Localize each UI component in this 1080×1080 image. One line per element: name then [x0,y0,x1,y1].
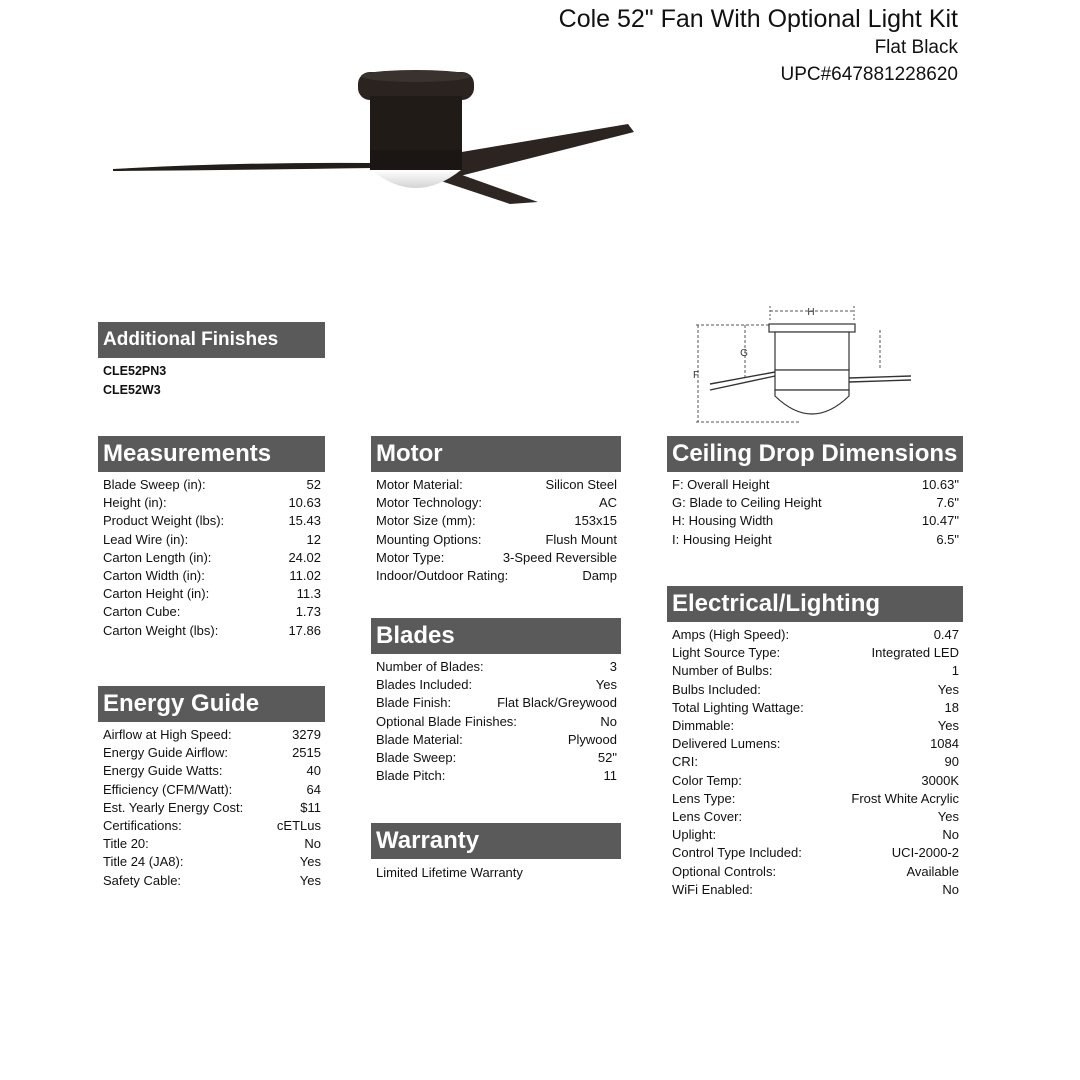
measurements-heading: Measurements [98,436,325,472]
spec-row [103,744,321,762]
spec-row [376,749,617,767]
spec-label: Title 20: [103,836,149,852]
spec-value: 153x15 [574,513,617,529]
spec-list [667,626,963,899]
spec-row [103,549,321,567]
additional-finishes-heading: Additional Finishes [98,322,325,358]
spec-label: Height (in): [103,495,167,511]
spec-list [371,476,621,585]
spec-label: Optional Blade Finishes: [376,713,517,729]
finish-item: CLE52W3 [103,382,161,397]
spec-label: Certifications: [103,818,182,834]
spec-label: Lens Type: [672,790,736,806]
spec-value: No [600,713,617,729]
spec-row [103,567,321,585]
spec-value: Yes [937,809,959,825]
spec-value: 10.63 [288,495,321,511]
spec-row [103,799,321,817]
spec-label: Carton Cube: [103,604,181,620]
spec-label: Number of Bulbs: [672,663,773,679]
spec-label: Blade Pitch: [376,768,446,784]
spec-row [672,644,959,662]
spec-value: Yes [299,872,321,888]
spec-row [103,726,321,744]
spec-row [672,512,959,530]
energy-guide-heading: Energy Guide [98,686,325,722]
ceiling-drop-heading: Ceiling Drop Dimensions [667,436,963,472]
spec-value: 1 [951,663,959,679]
spec-value: 24.02 [288,549,321,565]
spec-value: 0.47 [933,627,959,642]
spec-value: 12 [306,531,321,547]
diagram-label-f: F [692,370,700,381]
spec-value: Flush Mount [545,531,617,547]
spec-value: AC [598,495,617,511]
spec-row [672,826,959,844]
spec-label: Mounting Options: [376,531,482,547]
motor-heading: Motor [371,436,621,472]
spec-value: Integrated LED [871,645,959,661]
motor-section [371,436,621,585]
spec-label: WiFi Enabled: [672,881,753,897]
spec-label: Motor Technology: [376,495,482,511]
spec-label: Efficiency (CFM/Watt): [103,781,233,797]
spec-row [376,676,617,694]
additional-finishes-section [98,322,325,399]
spec-label: Number of Blades: [376,659,484,674]
spec-label: Blade Sweep: [376,750,457,766]
electrical-lighting-section [667,586,963,899]
electrical-lighting-heading: Electrical/Lighting [667,586,963,622]
spec-value: 52" [597,750,617,766]
warranty-section [371,823,621,882]
spec-row [672,753,959,771]
spec-value: UCI-2000-2 [891,845,959,861]
spec-label: I: Housing Height [672,531,772,547]
spec-row [376,549,617,567]
spec-label: H: Housing Width [672,513,774,529]
blades-heading: Blades [371,618,621,654]
spec-label: Lens Cover: [672,809,743,825]
spec-label: Carton Weight (lbs): [103,622,219,638]
spec-label: Safety Cable: [103,872,182,888]
spec-value: 6.5" [936,531,959,547]
spec-row [376,494,617,512]
spec-value: 3-Speed Reversible [502,549,617,565]
spec-label: Carton Width (in): [103,568,205,584]
spec-value: Silicon Steel [545,477,617,492]
spec-row [103,512,321,530]
spec-value: 1.73 [295,604,321,620]
spec-value: $11 [300,799,321,815]
warranty-text: Limited Lifetime Warranty [376,865,523,880]
spec-value: Yes [937,718,959,734]
spec-row [672,699,959,717]
spec-row [376,567,617,585]
spec-value: Yes [595,677,617,693]
spec-value: Yes [299,854,321,870]
diagram-label-g: G [740,348,748,359]
spec-list [98,726,325,890]
measurements-section [98,436,325,640]
spec-row [376,767,617,785]
spec-row [672,476,959,494]
spec-value: 11.02 [289,568,321,584]
spec-label: F: Overall Height [672,477,770,492]
spec-label: G: Blade to Ceiling Height [672,495,822,511]
spec-row [376,731,617,749]
spec-value: 11 [603,768,617,784]
spec-label: Indoor/Outdoor Rating: [376,568,509,584]
spec-label: Control Type Included: [672,845,802,861]
spec-list [371,658,621,785]
spec-label: Motor Size (mm): [376,513,476,529]
spec-row [672,531,959,549]
spec-value: No [942,881,959,897]
spec-label: Motor Material: [376,477,463,492]
spec-value: Plywood [567,731,617,747]
spec-label: Amps (High Speed): [672,627,790,642]
spec-row [672,494,959,512]
spec-label: Airflow at High Speed: [103,727,232,742]
finish-item: CLE52PN3 [103,364,167,378]
spec-label: CRI: [672,754,698,770]
spec-value: 11.3 [296,586,321,602]
spec-value: 1084 [930,736,959,752]
spec-row [103,872,321,890]
spec-row [672,790,959,808]
spec-label: Est. Yearly Energy Cost: [103,799,244,815]
product-title: Cole 52" Fan With Optional Light Kit [558,5,958,33]
spec-label: Bulbs Included: [672,681,761,697]
spec-value: Yes [937,681,959,697]
spec-value: No [942,827,959,843]
spec-row [103,585,321,603]
spec-row [103,603,321,621]
spec-label: Color Temp: [672,772,742,788]
spec-label: Optional Controls: [672,863,777,879]
spec-list [98,476,325,640]
spec-row [672,662,959,680]
spec-row [376,512,617,530]
spec-value: 7.6" [936,495,959,511]
spec-label: Dimmable: [672,718,735,734]
spec-row [103,853,321,871]
spec-row [376,658,617,676]
spec-row [672,735,959,753]
spec-value: Available [906,863,959,879]
product-finish: Flat Black [874,37,958,58]
spec-label: Blade Material: [376,731,463,747]
diagram-label-h: H [807,307,815,318]
spec-label: Motor Type: [376,549,445,565]
spec-label: Product Weight (lbs): [103,513,225,529]
spec-row [376,713,617,731]
spec-row [103,781,321,799]
spec-value: 3279 [292,727,321,742]
spec-value: 17.86 [288,622,321,638]
spec-label: Blades Included: [376,677,473,693]
warranty-heading: Warranty [371,823,621,859]
spec-label: Light Source Type: [672,645,781,661]
spec-row [672,772,959,790]
spec-value: 3000K [921,772,959,788]
spec-row [103,817,321,835]
fan-product-image [108,66,640,216]
spec-label: Lead Wire (in): [103,531,189,547]
spec-value: Damp [582,568,617,584]
spec-row [672,863,959,881]
spec-value: Flat Black/Greywood [497,695,617,711]
spec-value: 40 [306,763,321,779]
spec-row [376,694,617,712]
spec-row [672,844,959,862]
spec-row [672,717,959,735]
spec-value: 2515 [292,745,321,761]
spec-row [672,808,959,826]
spec-label: Energy Guide Watts: [103,763,223,779]
energy-guide-section [98,686,325,890]
spec-label: Delivered Lumens: [672,736,781,752]
spec-list [667,476,963,549]
spec-label: Total Lighting Wattage: [672,699,804,715]
spec-value: No [304,836,321,852]
spec-label: Title 24 (JA8): [103,854,184,870]
spec-row [376,531,617,549]
spec-label: Blade Finish: [376,695,452,711]
spec-label: Carton Height (in): [103,586,210,602]
spec-row [376,476,617,494]
dimension-diagram [690,300,915,428]
spec-row [103,476,321,494]
spec-value: 52 [306,477,321,492]
spec-row [103,531,321,549]
spec-value: 15.43 [288,513,321,529]
spec-value: 3 [609,659,617,674]
spec-label: Uplight: [672,827,717,843]
spec-row [103,835,321,853]
spec-row [672,881,959,899]
spec-value: 90 [944,754,959,770]
spec-row [103,494,321,512]
spec-row [103,762,321,780]
spec-value: Frost White Acrylic [851,790,959,806]
spec-row [672,681,959,699]
spec-label: Energy Guide Airflow: [103,745,229,761]
spec-value: 64 [306,781,321,797]
ceiling-drop-section [667,436,963,549]
spec-value: 18 [944,699,959,715]
spec-row [103,622,321,640]
spec-value: 10.63" [921,477,959,492]
spec-row [672,626,959,644]
product-upc: UPC#647881228620 [780,64,958,85]
spec-label: Carton Length (in): [103,549,212,565]
blades-section [371,618,621,785]
spec-label: Blade Sweep (in): [103,477,206,492]
spec-value: cETLus [276,818,321,834]
spec-value: 10.47" [921,513,959,529]
